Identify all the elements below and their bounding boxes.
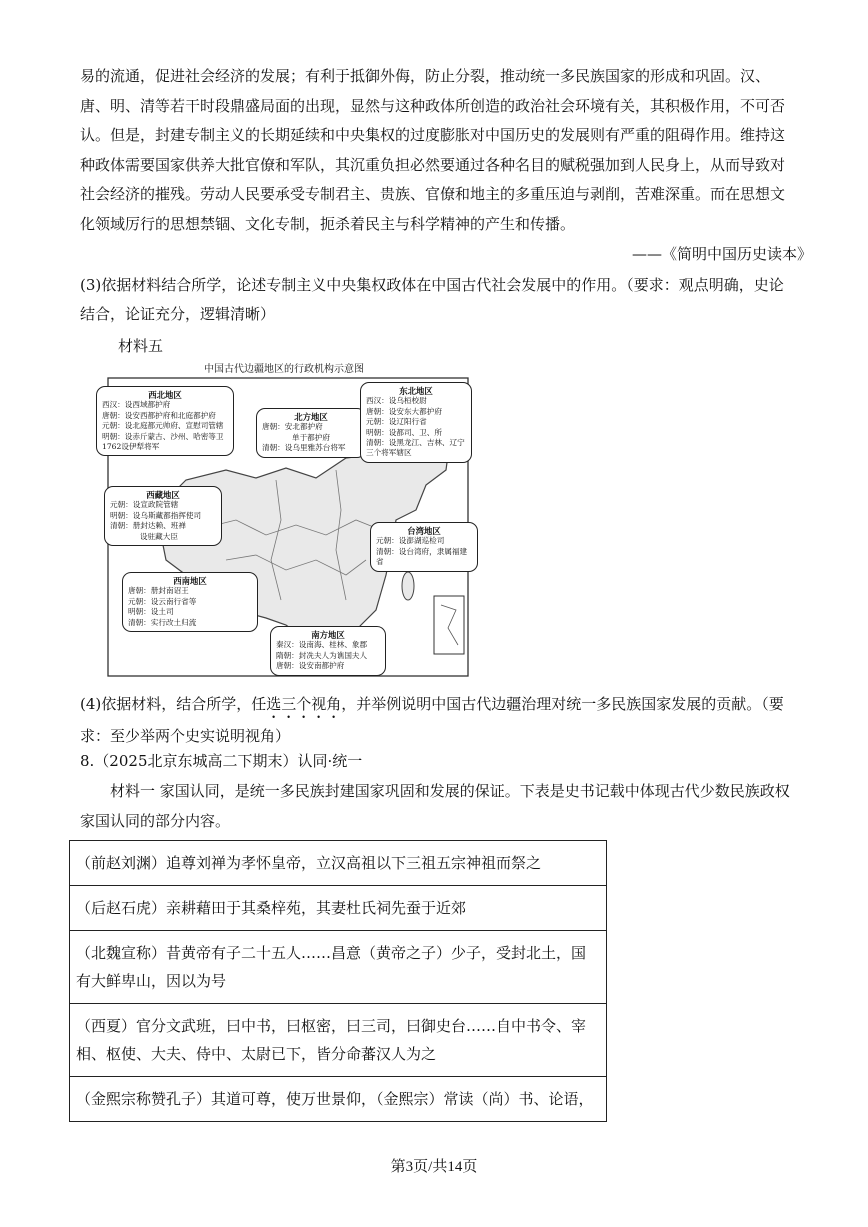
paragraph-material: 易的流通，促进社会经济的发展；有利于抵御外侮，防止分裂，推动统一多民族国家的形成和巩固。汉、唐、明、清等若干时段鼎盛局面的出现，显然与这种政体所创造的政治社会环境有关，其积极作用，不可否认。但是，封建专制主义的长期延续和中央集权的过度膨胀对中国历史的发展则有严重的阻碍作用。维持这种政体需要国家供养大批官僚和军队，其沉重负担必然要通过各种名目的赋税强加到人民身上，从而导致对社会经济的摧残。劳动人民要承受专制君主、贵族、官僚和地主的多重压迫与剥削，苦难深重。而在思想文化领域厉行的思想禁锢、文化专制，扼杀着民主与科学精神的产生和传播。 [80,67,786,233]
table-row [70,931,607,1004]
callout-title: 西北地区 [148,390,182,400]
table-cell: （北魏宣称）昔黄帝有子二十五人……昌意（黄帝之子）少子，受封北土，国有大鲜卑山，因以为号 [70,931,607,1004]
table-row [70,841,607,886]
callout-row: 唐朝：安北都护府 [262,422,323,432]
callout-row: 唐朝：册封南诏王 [128,586,189,596]
callout-row: 唐朝：设安西都护府和北庭都护府 [102,410,216,420]
question-8-heading: 8.（2025北京东城高二下期末）认同·统一 [80,752,363,770]
callout-row: 元朝：设澎湖巡检司 [376,536,445,546]
callout-row: 单于都护府 [292,432,330,442]
table-cell: （金熙宗称赞孔子）其道可尊，使万世景仰，（金熙宗）常读（尚）书、论语， [70,1077,607,1122]
callout-northwest [96,386,234,456]
material-5-label: 材料五 [118,337,164,355]
table-row [70,1004,607,1077]
callout-row: 清朝：设黑龙江、吉林、辽宁三个将军辖区 [366,438,465,458]
callout-southwest [122,572,258,632]
table-cell: （前赵刘渊）追尊刘禅为孝怀皇帝，立汉高祖以下三祖五宗神祖而祭之 [70,841,607,886]
callout-row: 1762设伊犁将军 [102,442,160,452]
callout-row: 唐朝：设安南都护府 [276,661,345,671]
callout-northeast [360,382,472,463]
material-1-paragraph: 材料一 家国认同，是统一多民族封建国家巩固和发展的保证。下表是史书记载中体现古代少数民族政权家国认同的部分内容。 [80,782,790,830]
callout-row: 清朝：实行改土归流 [128,617,197,627]
callout-row: 元朝：设宣政院管辖 [110,500,179,510]
callout-row: 明朝：设乌斯藏都指挥使司 [110,510,202,520]
callout-south [270,626,386,676]
identity-table [69,840,607,1122]
callout-title: 台湾地区 [407,526,441,536]
question-4-emphasis: 选三个视角 [266,695,342,713]
border-admin-map [96,360,472,680]
callout-title: 西藏地区 [146,490,180,500]
question-4-part-a: (4)依据材料，结合所学，任 [80,695,267,713]
question-4 [80,690,792,751]
question-3: (3)依据材料结合所学，论述专制主义中央集权政体在中国古代社会发展中的作用。（要求：观点明确，史论结合，论证充分，逻辑清晰） [80,276,784,323]
question-4-part-b: ，并举例说明中国古代边疆治理对统一多民族国家发展的贡献。（要求：至少举两个史实说明视角） [80,695,784,745]
callout-row: 清朝：设台湾府，隶属福建省 [376,546,468,567]
callout-title: 南方地区 [311,630,345,640]
table-row [70,1077,607,1122]
callout-row: 设驻藏大臣 [140,531,178,541]
callout-row: 唐朝：设安东大都护府 [366,406,442,416]
source-citation: ——《简明中国历史读本》 [631,245,812,263]
callout-row: 元朝：设云南行省等 [128,596,197,606]
callout-title: 西南地区 [173,576,207,586]
callout-north [256,408,366,458]
map-title: 中国古代边疆地区的行政机构示意图 [204,364,364,375]
table-row [70,886,607,931]
callout-taiwan [370,522,478,572]
table-cell: （西夏）官分文武班，曰中书，曰枢密，曰三司，曰御史台……自中书令、宰相、枢使、大夫、侍中、太尉已下，皆分命蕃汉人为之 [70,1004,607,1077]
callout-row: 隋朝：封冼夫人为谯国夫人 [276,650,368,660]
callout-title: 北方地区 [294,412,328,422]
callout-row: 西汉：设乌桓校尉 [366,396,427,406]
callout-row: 清朝：设乌里雅苏台将军 [262,443,346,453]
callout-row: 清朝：册封达赖、班禅 [110,521,186,531]
page-footer: 第3页/共14页 [390,1159,478,1175]
callout-row: 明朝：设赤斤蒙古、沙州、哈密等卫 [102,431,224,441]
callout-row: 元朝：设北庭都元帅府、宣慰司管辖 [102,421,224,431]
callout-row: 秦汉：设南海、桂林、象郡 [276,640,368,650]
callout-title: 东北地区 [399,386,433,396]
callout-row: 明朝：设土司 [128,607,174,617]
callout-row: 明朝：设都司、卫、所 [366,427,442,437]
callout-row: 元朝：设辽阳行省 [366,417,427,427]
callout-tibet [104,486,222,546]
table-cell: （后赵石虎）亲耕藉田于其桑梓苑，其妻杜氏祠先蚕于近郊 [70,886,607,931]
callout-row: 西汉：设西域都护府 [102,400,171,410]
